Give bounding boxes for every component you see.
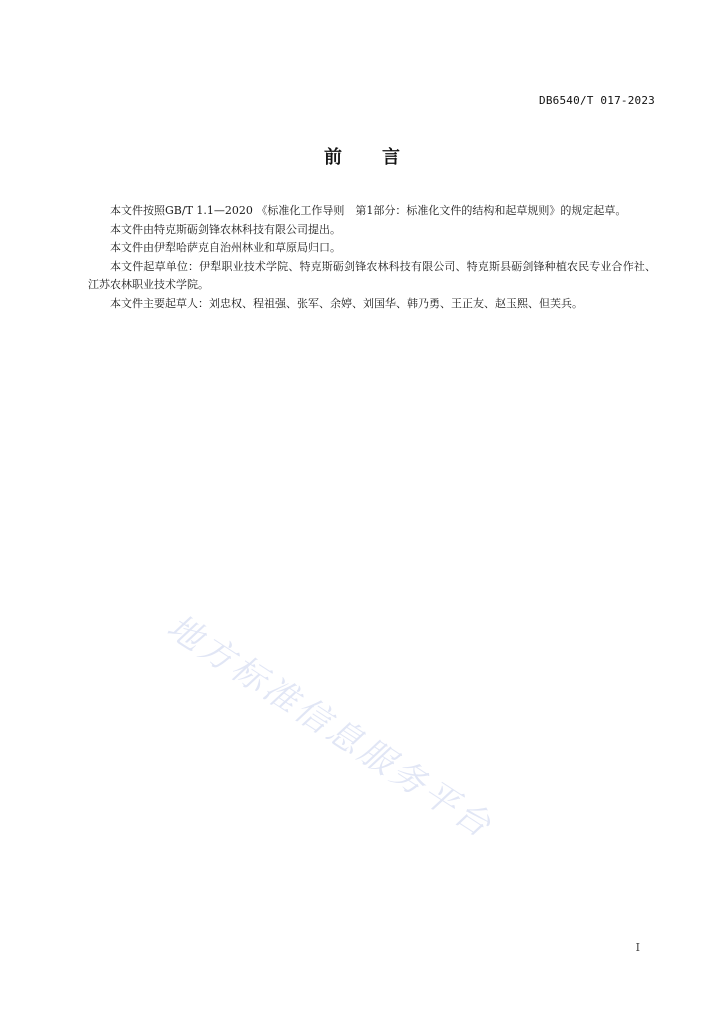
paragraph-drafting-rules: 本文件按照GB/T 1.1—2020 《标准化工作导则 第1部分：标准化文件的结构和起草规则》的规定起草。 bbox=[110, 204, 627, 217]
paragraph-administrator: 本文件由伊犁哈萨克自治州林业和草原局归口。 bbox=[110, 241, 341, 254]
page-title: 前言 bbox=[324, 147, 440, 168]
paragraph-drafters: 本文件主要起草人：刘忠权、程祖强、张军、余婷、刘国华、韩乃勇、王正友、赵玉熙、但芙兵。 bbox=[110, 296, 583, 310]
page-number: I bbox=[635, 941, 640, 954]
document-code: DB6540/T 017-2023 bbox=[539, 94, 655, 107]
paragraph-proposer: 本文件由特克斯砺剑锋农林科技有限公司提出。 bbox=[110, 222, 341, 236]
paragraph-drafting-units: 本文件起草单位：伊犁职业技术学院、特克斯砺剑锋农林科技有限公司、特克斯县砺剑锋种植农民专业合作社、江苏农林职业技术学院。 bbox=[88, 259, 656, 291]
watermark: 地方标准信息服务平台 bbox=[159, 606, 501, 848]
foreword-body bbox=[88, 202, 656, 313]
